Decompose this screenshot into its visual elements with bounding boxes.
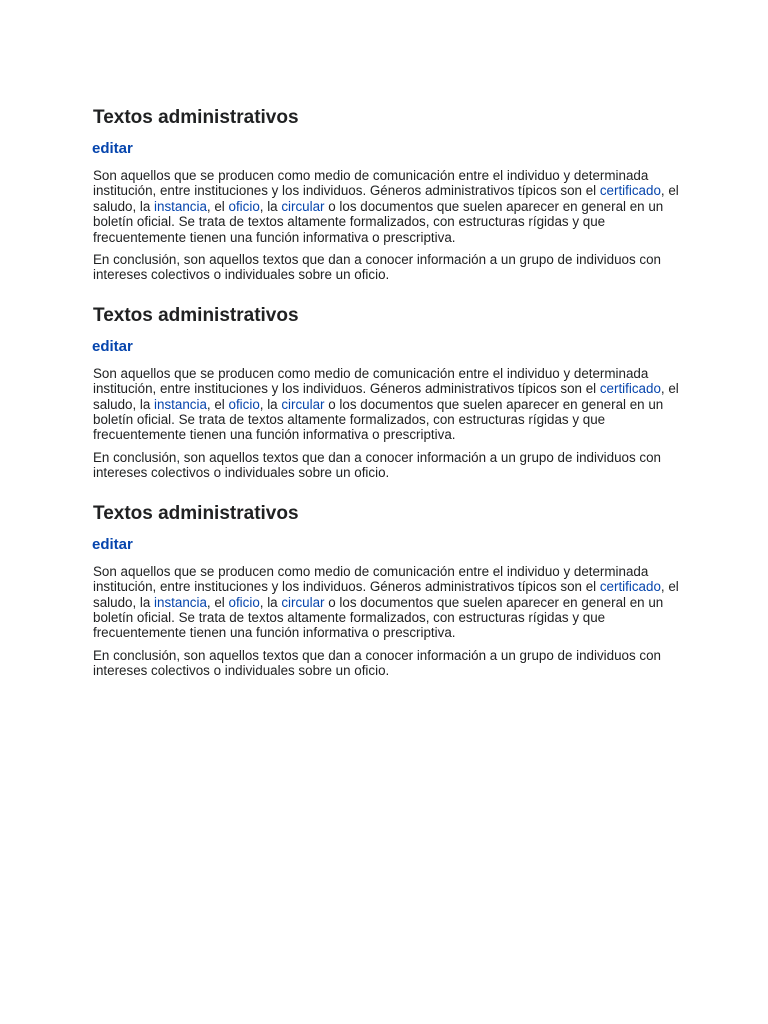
- link-instancia[interactable]: instancia: [154, 198, 207, 214]
- link-oficio[interactable]: oficio: [228, 594, 260, 610]
- text-run: o los documentos que suelen aparecer en general en un boletín oficial. Se trata de textos altamente formalizados, con estructuras rígidas y que frecuentemente tienen una función informativa o prescriptiva.: [93, 396, 664, 443]
- paragraph-conclusion: En conclusión, son aquellos textos que dan a conocer información a un grupo de individuos con intereses colectivos o individuales sobre un oficio.: [93, 647, 661, 679]
- text-run: Son aquellos que se producen como medio de comunicación entre el individuo y determinada institución, entre instituciones y los individuos. Géneros administrativos típicos son el: [93, 563, 649, 595]
- text-run: o los documentos que suelen aparecer en general en un boletín oficial. Se trata de textos altamente formalizados, con estructuras rígidas y que frecuentemente tienen una función informativa o prescriptiva.: [93, 594, 664, 641]
- section-textos-administrativos-1: [93, 104, 683, 283]
- link-instancia[interactable]: instancia: [154, 396, 207, 412]
- section-title: Textos administrativos: [93, 502, 299, 524]
- paragraph-definition: [93, 168, 683, 245]
- text-run: , la: [259, 396, 282, 412]
- text-run: , la: [259, 594, 282, 610]
- link-circular[interactable]: circular: [281, 396, 325, 412]
- section-title: Textos administrativos: [93, 107, 299, 128]
- paragraph-definition: [93, 564, 683, 641]
- edit-link[interactable]: editar: [92, 535, 133, 553]
- link-certificado[interactable]: certificado: [599, 183, 661, 199]
- text-run: , el saludo, la: [93, 381, 679, 412]
- edit-link[interactable]: editar: [92, 337, 133, 355]
- paragraph-conclusion: En conclusión, son aquellos textos que dan a conocer información a un grupo de individuos con intereses colectivos o individuales sobre un oficio.: [93, 449, 661, 481]
- text-run: , el: [206, 594, 229, 610]
- link-oficio[interactable]: oficio: [228, 396, 260, 412]
- edit-link[interactable]: editar: [92, 140, 133, 157]
- text-run: o los documentos que suelen aparecer en general en un boletín oficial. Se trata de textos altamente formalizados, con estructuras rígidas y que frecuentemente tienen una función informativa o prescriptiva.: [93, 198, 664, 245]
- link-circular[interactable]: circular: [281, 198, 325, 214]
- text-run: Son aquellos que se producen como medio de comunicación entre el individuo y determinada institución, entre instituciones y los individuos. Géneros administrativos típicos son el: [93, 168, 649, 199]
- link-certificado[interactable]: certificado: [599, 579, 661, 595]
- text-run: Son aquellos que se producen como medio de comunicación entre el individuo y determinada institución, entre instituciones y los individuos. Géneros administrativos típicos son el: [93, 365, 649, 397]
- link-circular[interactable]: circular: [281, 594, 325, 610]
- link-certificado[interactable]: certificado: [599, 381, 661, 397]
- section-title: Textos administrativos: [93, 304, 299, 326]
- paragraph-definition: [93, 366, 683, 443]
- section-textos-administrativos-3: [93, 500, 683, 679]
- text-run: , el saludo, la: [93, 183, 679, 214]
- text-run: , el: [206, 198, 229, 214]
- paragraph-conclusion: En conclusión, son aquellos textos que dan a conocer información a un grupo de individuos con intereses colectivos o individuales sobre un oficio.: [93, 252, 661, 283]
- section-textos-administrativos-2: [93, 302, 683, 481]
- text-run: , el: [206, 396, 229, 412]
- link-oficio[interactable]: oficio: [228, 198, 260, 214]
- link-instancia[interactable]: instancia: [154, 594, 207, 610]
- text-run: , la: [259, 198, 282, 214]
- text-run: , el saludo, la: [93, 579, 679, 610]
- document-page: [93, 104, 683, 698]
